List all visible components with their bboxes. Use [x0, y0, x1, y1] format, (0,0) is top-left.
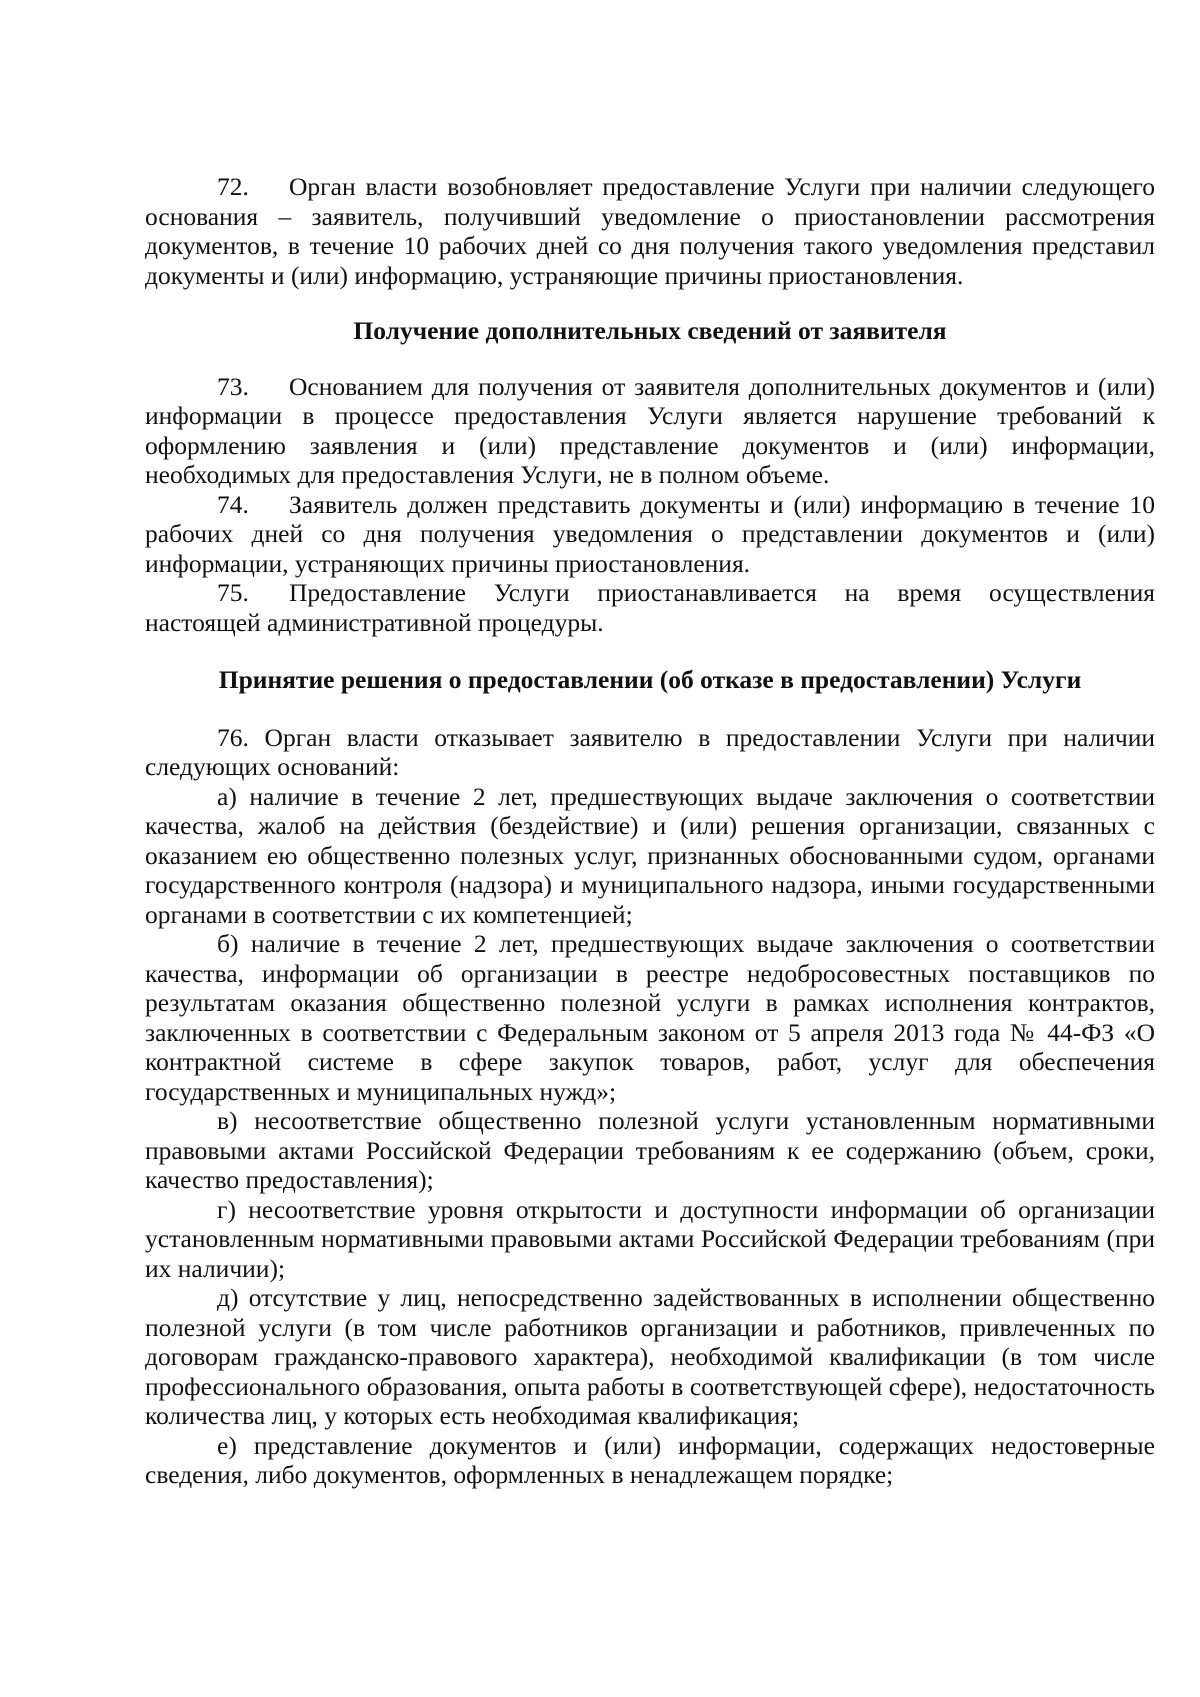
paragraph-72: [145, 172, 1155, 290]
list-item-b: б) наличие в течение 2 лет, предшествующих выдаче заключения о соответствии качества, информации об организации в реестре недобросовестных поставщиков по результатам оказания общественно полезной услуги в рамках исполнения контрактов, заключенных в соответствии с Федеральным законом от 5 апреля 2013 года № 44-ФЗ «О контрактной системе в сфере закупок товаров, работ, услуг для обеспечения государственных и муниципальных нужд»;: [145, 929, 1155, 1106]
list-item-v: в) несоответствие общественно полезной услуги установленным нормативными правовыми актами Российской Федерации требованиям к ее содержанию (объем, сроки, качество предоставления);: [145, 1106, 1155, 1194]
paragraph-number: 74.: [217, 489, 249, 519]
paragraph-number: 73.: [217, 371, 249, 401]
paragraph-number: 75.: [217, 578, 249, 607]
paragraph-number: 72.: [217, 172, 249, 201]
paragraph-text: Орган власти возобновляет предоставление Услуги при наличии следующего основания – заявитель, получивший уведомление о приостановлении рассмотрения документов, в течение 10 рабочих дней со дня получения такого уведомления представил документы и (или) информацию, устраняющие причины приостановления.: [145, 172, 1155, 290]
paragraph-76: 76. Орган власти отказывает заявителю в предоставлении Услуги при наличии следующих оснований:: [145, 722, 1155, 781]
paragraph-73: [145, 372, 1155, 490]
paragraph-text: Предоставление Услуги приостанавливается на время осуществления настоящей административной процедуры.: [145, 578, 1155, 637]
section-heading-decision: Принятие решения о предоставлении (об отказе в предоставлении) Услуги: [218, 665, 1082, 694]
paragraph-75: [145, 578, 1155, 637]
list-item-g: г) несоответствие уровня открытости и доступности информации об организации установленным нормативными правовыми актами Российской Федерации требованиям (при их наличии);: [145, 1194, 1155, 1283]
paragraph-text: Заявитель должен представить документы и (или) информацию в течение 10 рабочих дней со дня получения уведомления о представлении документов и (или) информации, устраняющих причины приостановления.: [145, 489, 1155, 578]
list-item-a: а) наличие в течение 2 лет, предшествующих выдаче заключения о соответствии качества, жалоб на действия (бездействие) и (или) решения организации, связанных с оказанием ею общественно полезных услуг, признанных обоснованными судом, органами государственного контроля (надзора) и муниципального надзора, иными государственными органами в соответствии с их компетенцией;: [145, 781, 1155, 929]
paragraph-text: Основанием для получения от заявителя дополнительных документов и (или) информации в процессе предоставления Услуги является нарушение требований к оформлению заявления и (или) представление документов и (или) информации, необходимых для предоставления Услуги, не в полном объеме.: [145, 371, 1155, 489]
document-page: [145, 172, 1155, 1490]
section-heading-additional-info: Получение дополнительных сведений от заявителя: [353, 316, 947, 345]
list-item-d: д) отсутствие у лиц, непосредственно задействованных в исполнении общественно полезной услуги (в том числе работников организации и работников, привлеченных по договорам гражданско-правового характера), необходимой квалификации (в том числе профессионального образования, опыта работы в соответствующей сфере), недостаточность количества лиц, у которых есть необходимая квалификация;: [145, 1283, 1155, 1430]
list-item-e: е) представление документов и (или) информации, содержащих недостоверные сведения, либо документов, оформленных в ненадлежащем порядке;: [145, 1430, 1155, 1489]
paragraph-74: [145, 490, 1155, 579]
